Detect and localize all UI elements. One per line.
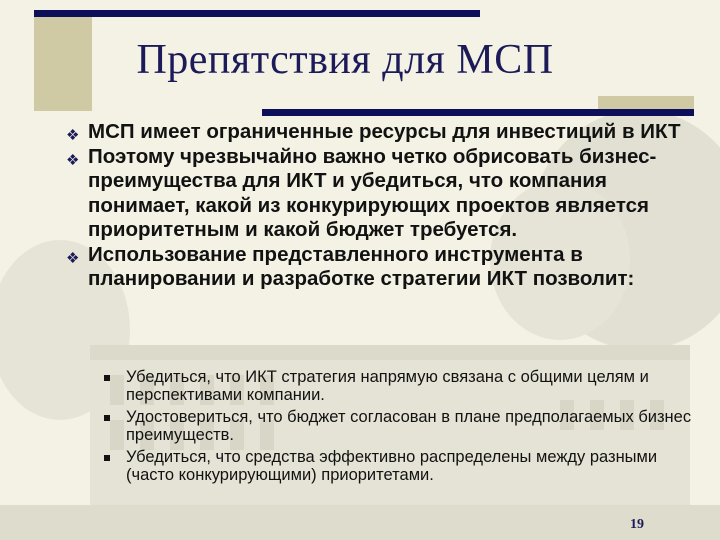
sub-bullet	[104, 408, 694, 444]
square-bullet-icon	[104, 415, 110, 421]
diamond-bullet-icon: ❖	[66, 127, 80, 144]
title-underline-bar	[262, 109, 694, 116]
main-bullet-text: Поэтому чрезвычайно важно четко обрисовать бизнес-преимущества для ИКТ и убедиться, что компания понимает, какой из конкурирующих проектов является приоритетным и какой бюджет требуется.	[88, 144, 657, 241]
slide-title: Препятствия для МСП	[136, 37, 554, 83]
sub-bullet-text: Убедиться, что ИКТ стратегия напрямую связана с общими целям и перспективами компании.	[126, 368, 649, 404]
diamond-bullet-icon: ❖	[66, 151, 80, 169]
top-navy-bar	[34, 10, 480, 17]
sub-bullet	[104, 368, 694, 404]
square-bullet-icon	[104, 375, 110, 381]
main-bullet-text: МСП имеет ограниченные ресурсы для инвестиций в ИКТ	[88, 120, 681, 143]
page-number: 19	[630, 517, 644, 532]
left-tan-block	[34, 17, 92, 111]
sub-bullet	[104, 448, 694, 484]
sub-bullet-list	[104, 368, 694, 488]
sub-bullet-text: Убедиться, что средства эффективно распределены между разными (часто конкурирующими) приоритетами.	[126, 448, 658, 484]
main-bullet	[66, 120, 706, 145]
main-bullet-text: Использование представленного инструмента в планировании и разработке стратегии ИКТ позволит:	[88, 242, 635, 290]
main-bullet	[66, 243, 706, 292]
square-bullet-icon	[104, 455, 110, 461]
diamond-bullet-icon: ❖	[66, 249, 80, 267]
sub-bullet-text: Удостовериться, что бюджет согласован в плане предполагаемых бизнес преимуществ.	[126, 408, 692, 444]
main-bullet-list	[66, 120, 706, 292]
main-bullet	[66, 145, 706, 243]
right-tan-block	[598, 96, 694, 109]
